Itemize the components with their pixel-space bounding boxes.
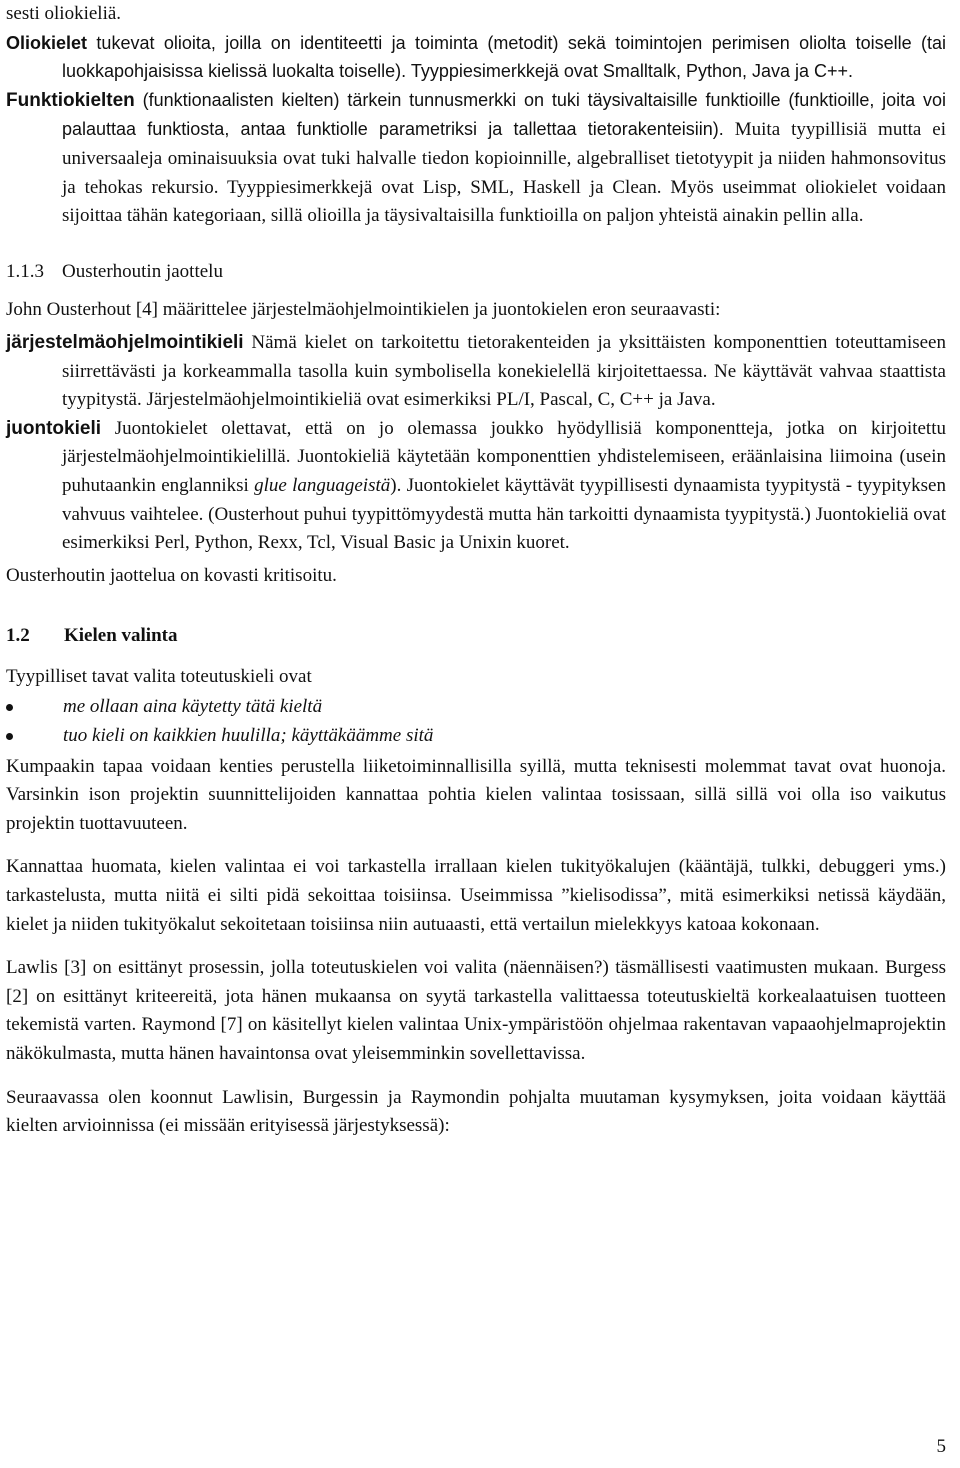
section-number: 1.2 (6, 625, 30, 647)
bullet-icon (6, 733, 13, 740)
term-scripting-language: juontokieli (6, 417, 101, 439)
description-item-scripting-language (6, 415, 946, 558)
scripting-language-emphasis: glue languageistä (254, 474, 391, 496)
subsection-number: 1.1.3 (6, 260, 44, 282)
ousterhout-intro-paragraph: John Ousterhout [4] määrittelee järjestelmäohjelmointikielen ja juontokielen eron seuraavasti: (6, 299, 721, 321)
bullet-list (6, 693, 946, 750)
section-heading (6, 622, 946, 651)
subsection-heading (6, 258, 946, 287)
term-system-language: järjestelmäohjelmointikieli (6, 331, 244, 353)
list-item-text: tuo kieli on kaikkien huulilla; käyttäkäämme sitä (63, 725, 434, 747)
tools-paragraph: Kannattaa huomata, kielen valintaa ei voi tarkastella irrallaan kielen tukityökalujen (kääntäjä, tulkki, debuggeri yms.) tarkastelusta, mutta niitä ei silti pidä sekoittaa toisiinsa. Useimmissa ”kielisodissa”, mitä esimerkiksi netissä käydään, kielet ja niiden tukityökalut sekoitetaan toisiinsa niin autuaasti, että vertailun mielekkyys katoaa kokonaan. (6, 856, 946, 935)
paragraph-fragment: sesti oliokieliä. (6, 3, 122, 24)
section-title: Kielen valinta (64, 625, 178, 647)
scripting-language-text-a: Juontokielet olettavat, että on jo olemassa joukko hyödyllisiä komponentteja, jotka on kirjoitettu järjestelmäohjelmointikielillä. Juontokieliä käytetään komponenttien yhdistelemiseen, eräänlaisina liimoina (usein puhutaankin englanniksi (62, 417, 946, 496)
document-page (6, 0, 946, 1141)
ousterhout-criticism-paragraph: Ousterhoutin jaottelua on kovasti kritisoitu. (6, 564, 337, 586)
term-oliokielet: Oliokielet (6, 32, 88, 53)
lawlis-paragraph: Lawlis [3] on esittänyt prosessin, jolla toteutuskielen voi valita (näennäisen?) täsmällisesti vaatimusten mukaan. Burgess [2] on esittänyt kriteereitä, jota hänen mukaansa on syytä tarkastella valittaessa toteutuskieltä korkealaatuisen tuotteen tekemistä varten. Raymond [7] on käsitellyt kielen valintaa Unix-ympäristöön ohjelmaa rakentavan vapaaohjelmaprojektin näkökulmasta, mutta hänen havaintonsa ovat yleisemminkin sovellettavissa. (6, 957, 946, 1064)
questions-intro-paragraph: Seuraavassa olen koonnut Lawlisin, Burgessin ja Raymondin pohjalta muutaman kysymyksen, joita voidaan käyttää kielten arvioinnissa (ei missään erityisessä järjestyksessä): (6, 1086, 946, 1137)
typical-ways-paragraph: Tyypilliset tavat valita toteutuskieli ovat (6, 665, 312, 687)
term-funktiokielet: Funktiokielten (6, 89, 135, 111)
list-item-text: me ollaan aina käytetty tätä kieltä (63, 696, 323, 718)
description-item-system-language (6, 329, 946, 415)
list-item (6, 722, 946, 751)
oliokielet-text: tukevat olioita, joilla on identiteetti ja toiminta (metodit) sekä toimintojen perimisen oliolta toiselle (tai luokkapohjaisissa kielissä luokalta toiselle). Tyyppiesimerkkejä ovat Smalltalk, Python, Java ja C++. (62, 32, 946, 82)
system-language-text: Nämä kielet on tarkoitettu tietorakenteiden ja yksittäisten komponenttien toteuttamiseen siirrettävästi ja korkeammalla tasolla kuin symbolisella konekielellä kirjoitettaessa. Ne käyttävät vahvaa staattista tyypitystä. Järjestelmäohjelmointikieliä ovat esimerkiksi PL/I, Pascal, C, C++ ja Java. (62, 331, 946, 411)
list-item (6, 693, 946, 722)
funktiokielet-text-serif: Muita tyypillisiä mutta ei universaaleja ominaisuuksia ovat tuki halvalle tiedon kopioinnille, algebralliset tietotyypit ja niiden hahmonsovitus ja tehokas rekursio. Tyyppiesimerkkejä ovat Lisp, SML, Haskell ja Clean. Myös useimmat oliokielet voidaan sijoittaa tähän kategoriaan, sillä olioilla ja täysivaltaisilla funktioilla on paljon yhteistä ainakin pellin alla. (62, 119, 946, 227)
scripting-language-text-b: ). Juontokielet käyttävät tyypillisesti dynaamista tyypitystä - tyypityksen vahvuus vaihtelee. (Ousterhout puhui tyypittömyydestä mutta hän tarkoitti dynaamista tyypitystä.) Juontokieliä ovat esimerkiksi Perl, Python, Rexx, Tcl, Visual Basic ja Unixin kuoret. (62, 474, 946, 554)
subsection-title: Ousterhoutin jaottelu (62, 260, 223, 282)
bullet-icon (6, 704, 13, 711)
funktiokielet-paragraph (6, 86, 946, 231)
funktiokielet-text-sans: (funktionaalisten kielten) tärkein tunnusmerkki on tuki täysivaltaisille funktioille (funktioille, joita voi palauttaa funktiosta, antaa funktiolle parametriksi ja tallettaa tietorakenteisiin). (62, 89, 946, 140)
page-number: 5 (936, 1436, 946, 1457)
justification-paragraph: Kumpaakin tapaa voidaan kenties perustella liiketoiminnallisilla syillä, mutta teknisesti molemmat tavat ovat huonoja. Varsinkin ison projektin suunnittelijoiden kannattaa pohtia kielen valintaa tosissaan, sillä sillä voi olla iso vaikutus projektin tuottavuuteen. (6, 755, 946, 834)
oliokielet-paragraph (6, 29, 946, 86)
